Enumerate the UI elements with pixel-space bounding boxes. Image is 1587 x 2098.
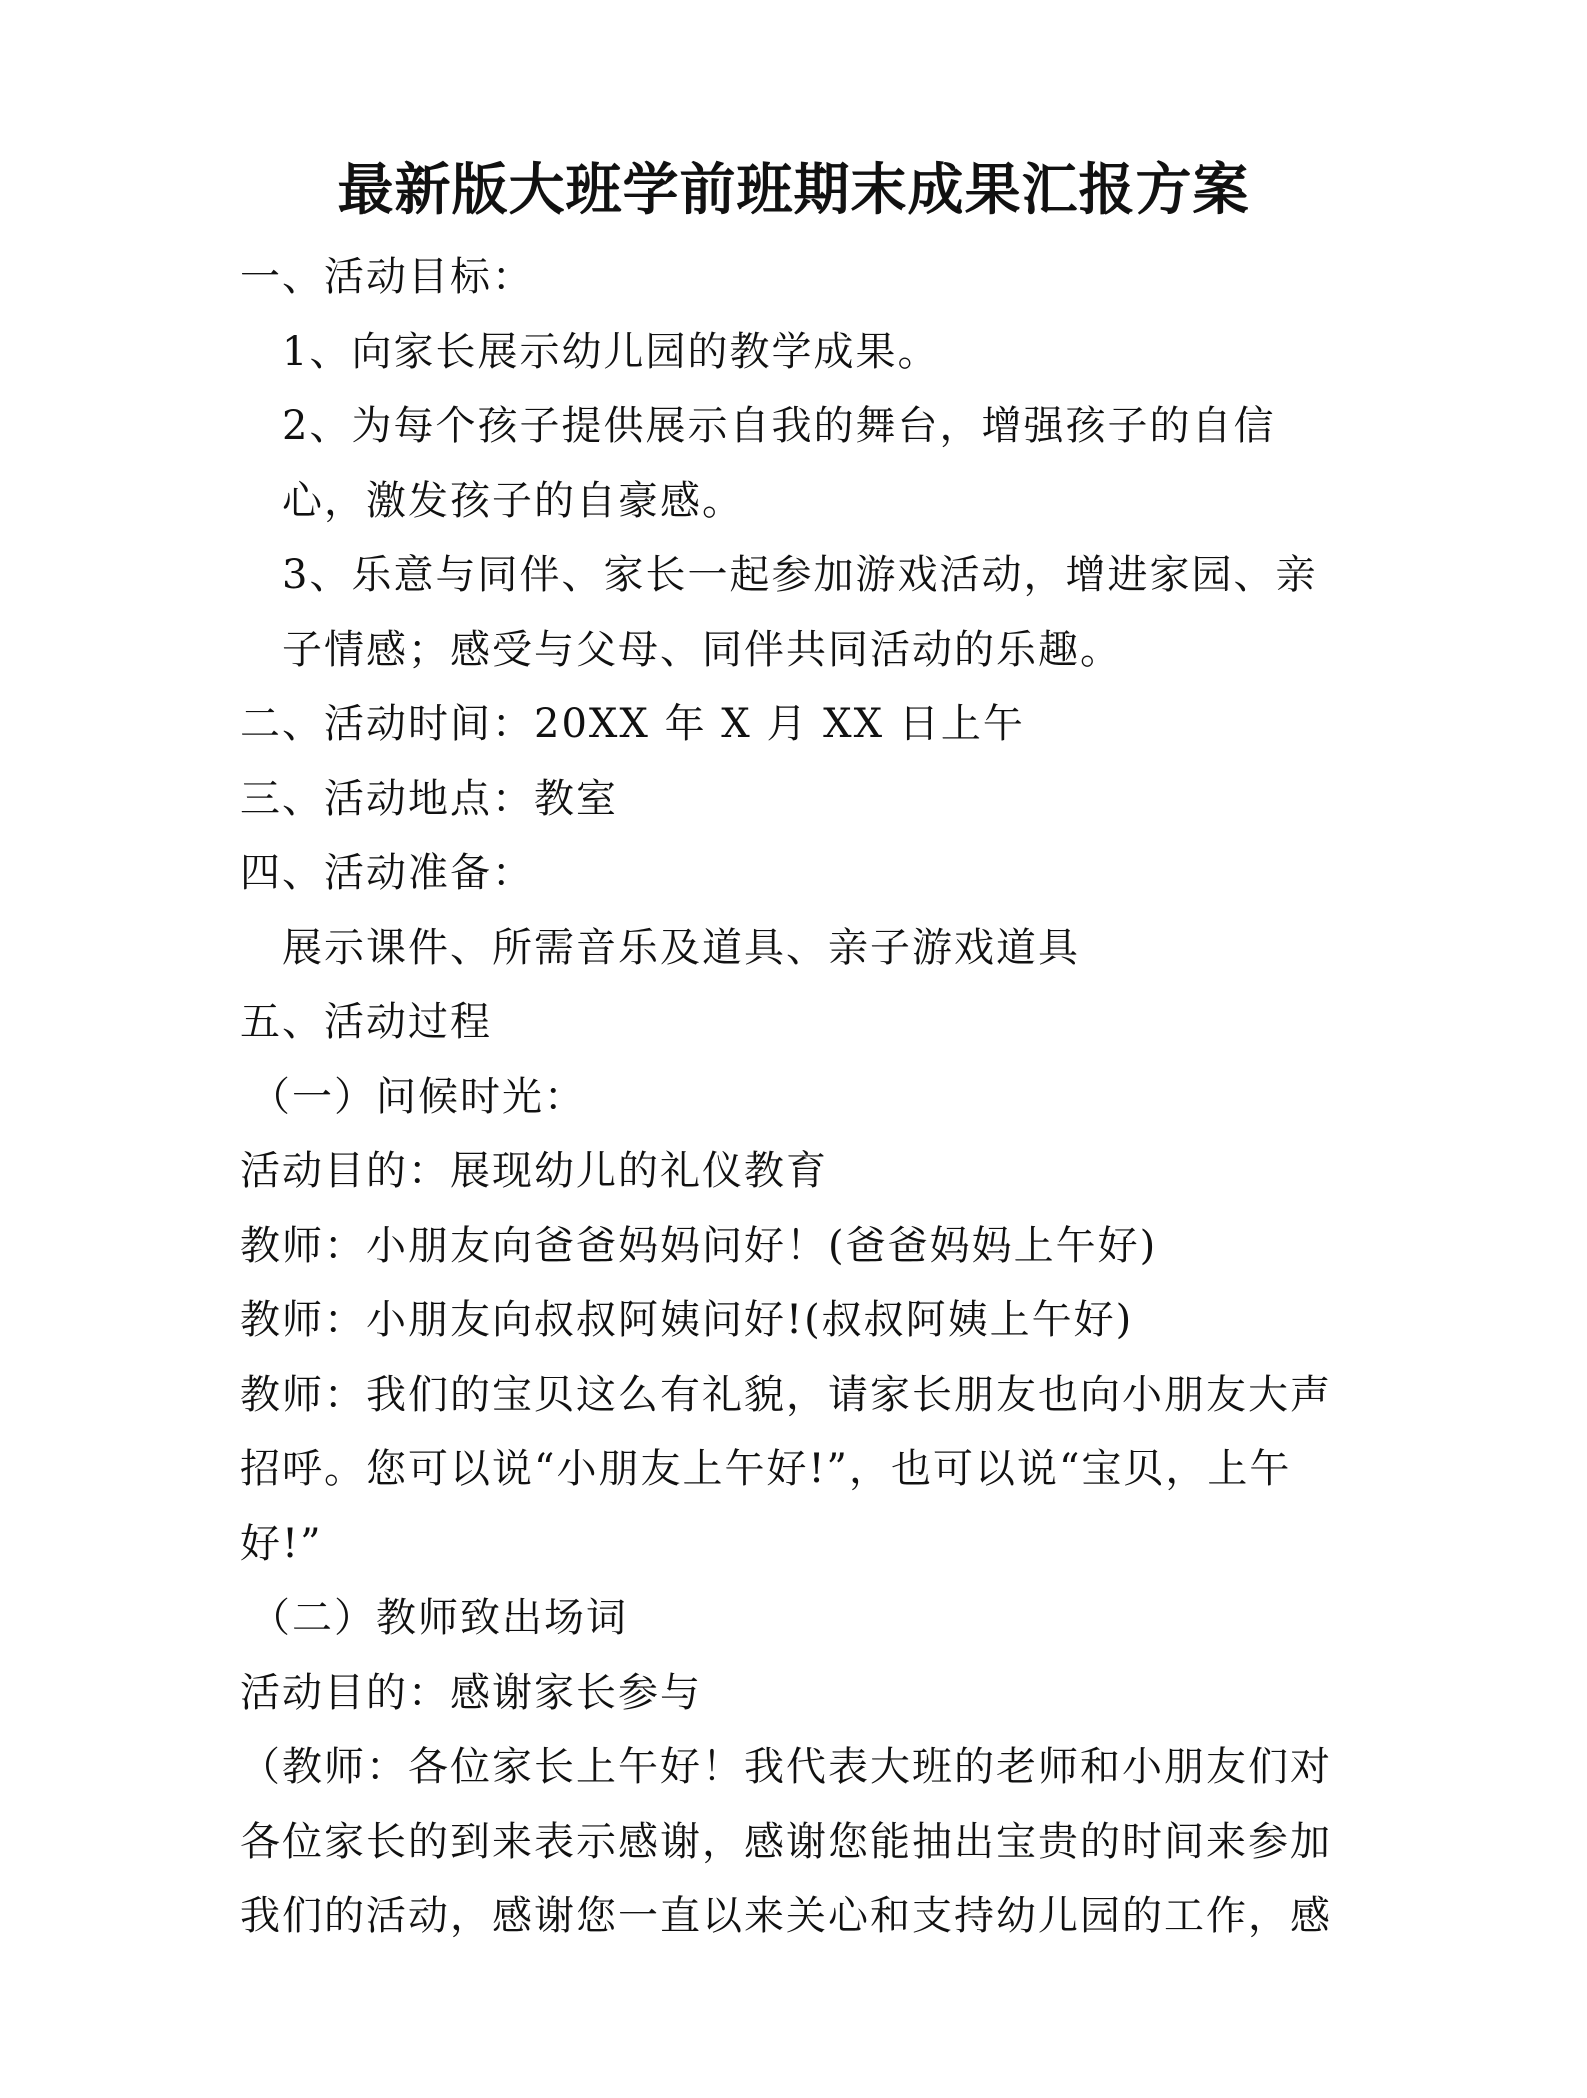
section-heading-time: 二、活动时间：20XX 年 X 月 XX 日上午 (240, 701, 1025, 747)
goal-item-2: 2、为每个孩子提供展示自我的舞台，增强孩子的自信心，激发孩子的自豪感。 (282, 403, 1276, 524)
document-title: 最新版大班学前班期末成果汇报方案 (337, 157, 1250, 223)
goal-item-3: 3、乐意与同伴、家长一起参加游戏活动，增进家园、亲子情感；感受与父母、同伴共同活动的乐趣。 (282, 552, 1318, 673)
document-body (240, 240, 1350, 1954)
greeting-purpose: 活动目的：展现幼儿的礼仪教育 (240, 1148, 828, 1194)
speech-purpose: 活动目的：感谢家长参与 (240, 1669, 702, 1716)
goal-item-1: 1、向家长展示幼儿园的教学成果。 (282, 328, 940, 375)
section-heading-preparation: 四、活动准备： (240, 850, 534, 896)
subsection-greeting: （一）问候时光： (250, 1073, 586, 1120)
subsection-teacher-speech: （二）教师致出场词 (250, 1595, 628, 1641)
speech-text: （教师：各位家长上午好！我代表大班的老师和小朋友们对各位家长的到来表示感谢，感谢您能抽出宝贵的时间来参加我们的活动，感谢您一直以来关心和支持幼儿园的工作，感 (240, 1744, 1332, 1939)
preparation-text: 展示课件、所需音乐及道具、亲子游戏道具 (282, 924, 1080, 971)
teacher-line-1: 教师：小朋友向爸爸妈妈问好！(爸爸妈妈上午好) (240, 1222, 1158, 1269)
teacher-line-2: 教师：小朋友向叔叔阿姨问好!(叔叔阿姨上午好) (240, 1297, 1134, 1343)
teacher-line-3: 教师：我们的宝贝这么有礼貌，请家长朋友也向小朋友大声招呼。您可以说“小朋友上午好!”，也可以说“宝贝，上午好!” (240, 1371, 1332, 1567)
section-heading-process: 五、活动过程 (240, 999, 492, 1045)
section-heading-location: 三、活动地点：教室 (240, 775, 618, 822)
section-heading-goals: 一、活动目标： (240, 254, 534, 300)
